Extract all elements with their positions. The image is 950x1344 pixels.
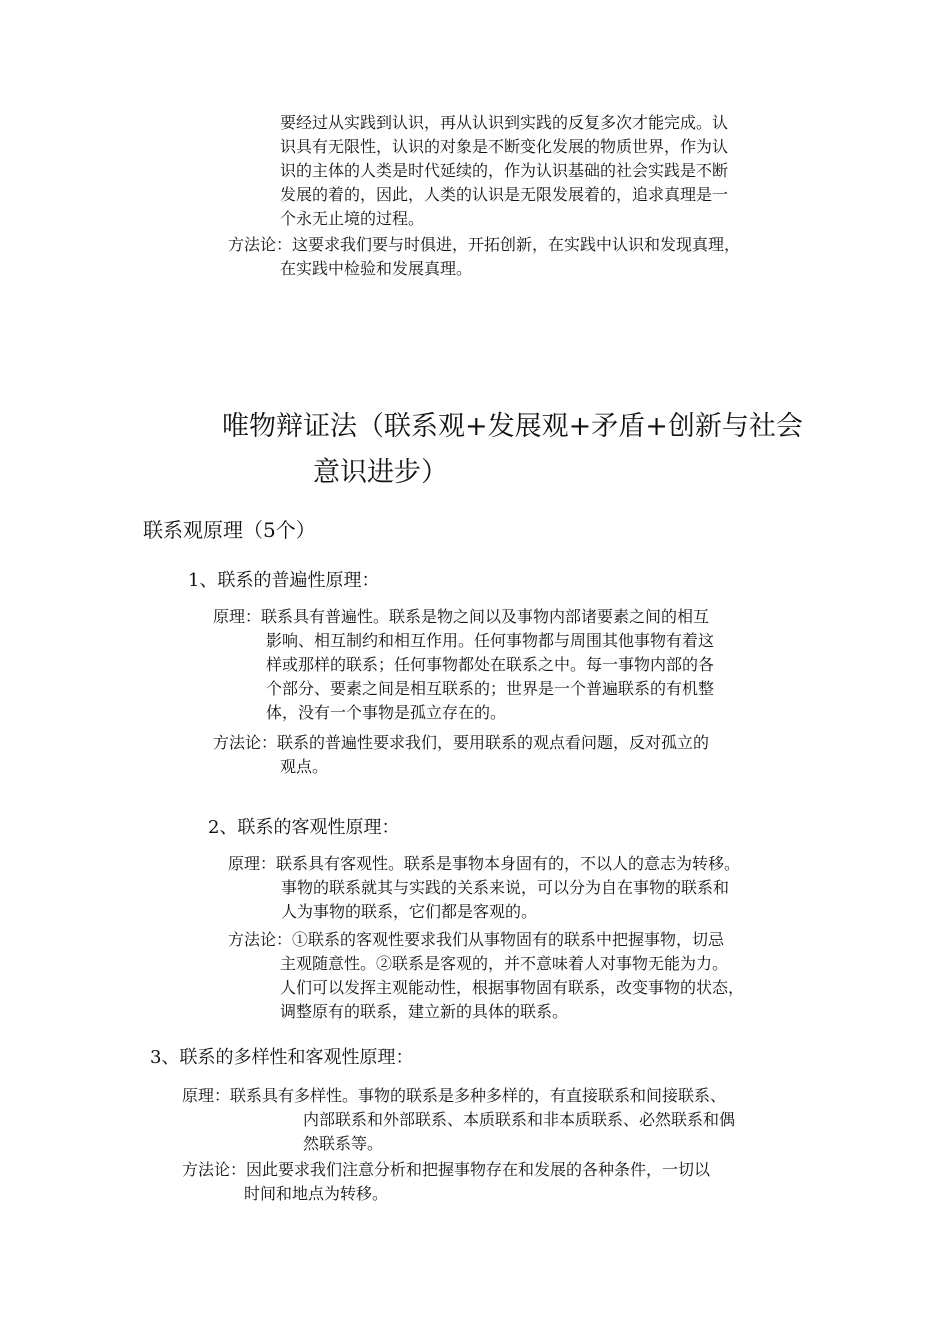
item-heading: 1、联系的普遍性原理： — [188, 570, 380, 591]
text-line: 时间和地点为转移。 — [244, 1184, 389, 1203]
text-line: 识具有无限性，认识的对象是不断变化发展的物质世界，作为认 — [280, 137, 729, 156]
text-line: 体，没有一个事物是孤立存在的。 — [266, 703, 507, 722]
text-line: 方法论：联系的普遍性要求我们，要用联系的观点看问题，反对孤立的 — [213, 733, 710, 752]
chapter-title-line2: 意识进步） — [313, 457, 448, 488]
text-line: 个部分、要素之间是相互联系的；世界是一个普遍联系的有机整 — [266, 679, 715, 698]
text-line: 要经过从实践到认识，再从认识到实践的反复多次才能完成。认 — [280, 113, 729, 132]
text-line: 原理：联系具有客观性。联系是事物本身固有的，不以人的意志为转移。 — [228, 854, 741, 873]
text-line: 然联系等。 — [303, 1134, 384, 1153]
text-line: 主观随意性。②联系是客观的，并不意味着人对事物无能为力。 — [280, 954, 729, 973]
chapter-title-line1: 唯物辩证法（联系观+发展观+矛盾+创新与社会 — [222, 411, 803, 442]
text-line: 原理：联系具有多样性。事物的联系是多种多样的，有直接联系和间接联系、 — [182, 1086, 727, 1105]
text-line: 方法论：①联系的客观性要求我们从事物固有的联系中把握事物，切忌 — [228, 930, 725, 949]
item-principle — [213, 605, 714, 725]
text-line: 原理：联系具有普遍性。联系是物之间以及事物内部诸要素之间的相互 — [213, 607, 710, 626]
item-heading: 2、联系的客观性原理： — [208, 817, 400, 838]
continuation-method — [228, 233, 740, 281]
text-line: 事物的联系就其与实践的关系来说，可以分为自在事物的联系和 — [281, 878, 730, 897]
item-heading: 3、联系的多样性和客观性原理： — [150, 1047, 414, 1068]
text-line: 人们可以发挥主观能动性，根据事物固有联系，改变事物的状态， — [280, 978, 745, 997]
text-line: 人为事物的联系，它们都是客观的。 — [281, 902, 538, 921]
text-line: 识的主体的人类是时代延续的，作为认识基础的社会实践是不断 — [280, 161, 729, 180]
text-line: 个永无止境的过程。 — [280, 209, 425, 228]
item-principle — [182, 1084, 735, 1156]
text-line: 内部联系和外部联系、本质联系和非本质联系、必然联系和偶 — [303, 1110, 736, 1129]
text-line: 在实践中检验和发展真理。 — [280, 259, 473, 278]
text-line: 影响、相互制约和相互作用。任何事物都与周围其他事物有着这 — [266, 631, 715, 650]
text-line: 发展的着的，因此，人类的认识是无限发展着的，追求真理是一 — [280, 185, 729, 204]
item-method — [228, 928, 744, 1024]
text-line: 调整原有的联系，建立新的具体的联系。 — [280, 1002, 569, 1021]
text-line: 样或那样的联系；任何事物都处在联系之中。每一事物内部的各 — [266, 655, 715, 674]
continuation-paragraph — [280, 111, 728, 231]
item-method — [213, 731, 709, 779]
text-line: 方法论：这要求我们要与时俱进，开拓创新，在实践中认识和发现真理， — [228, 235, 741, 254]
item-principle — [228, 852, 740, 924]
text-line: 观点。 — [280, 757, 329, 776]
item-method — [182, 1158, 710, 1206]
text-line: 方法论：因此要求我们注意分析和把握事物存在和发展的各种条件，一切以 — [182, 1160, 711, 1179]
section-title: 联系观原理（5个） — [143, 518, 316, 542]
